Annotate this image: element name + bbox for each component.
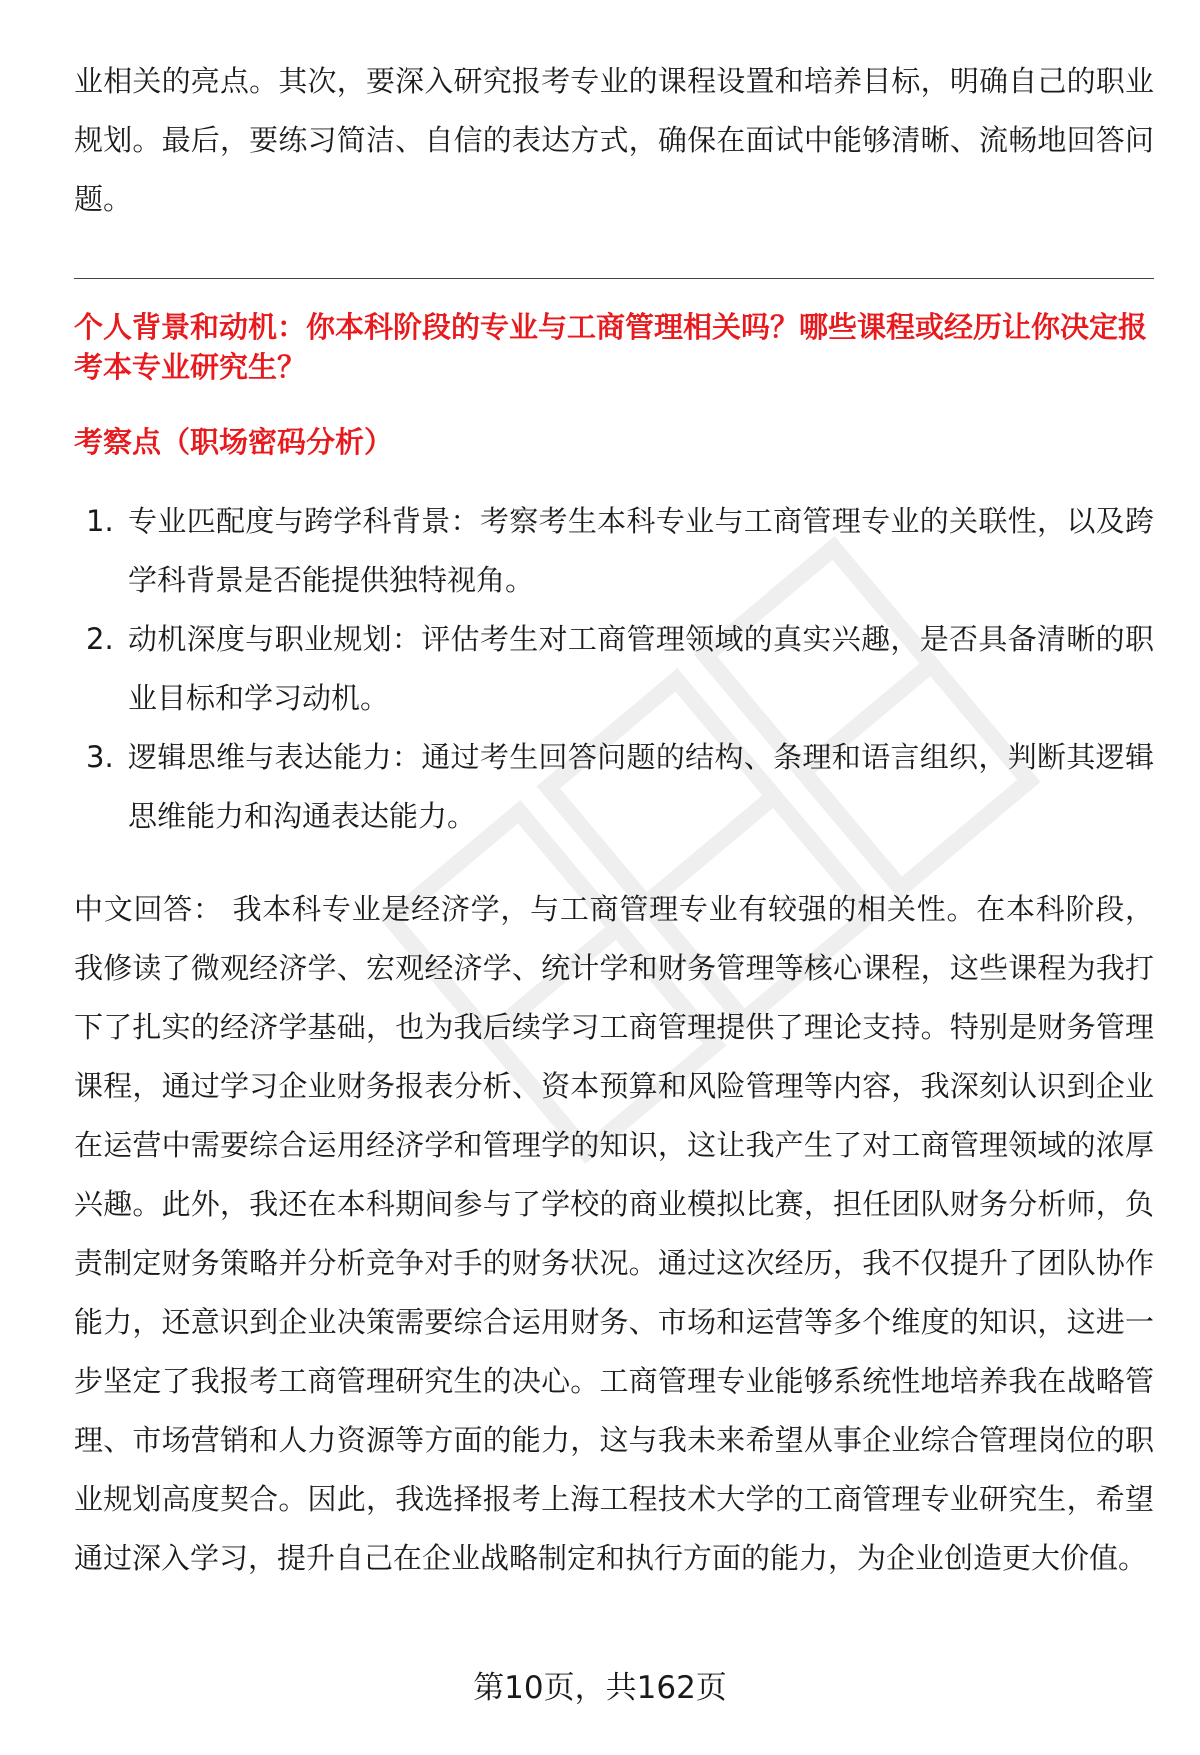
list-item-text: 逻辑思维与表达能力：通过考生回答问题的结构、条理和语言组织，判断其逻辑思维能力和沟通表达能力。 (128, 740, 1154, 833)
assessment-points-heading: 考察点（职场密码分析） (74, 425, 394, 459)
list-item-text: 动机深度与职业规划：评估考生对工商管理领域的真实兴趣，是否具备清晰的职业目标和学习动机。 (128, 622, 1154, 715)
page-number-footer: 第10页，共162页 (473, 1670, 727, 1706)
section-divider (74, 278, 1154, 279)
list-item (74, 610, 1154, 728)
intro-paragraph: 业相关的亮点。其次，要深入研究报考专业的课程设置和培养目标，明确自己的职业规划。最后，要练习简洁、自信的表达方式，确保在面试中能够清晰、流畅地回答问题。 (74, 64, 1154, 216)
assessment-points-list (74, 492, 1154, 846)
list-item (74, 492, 1154, 610)
list-item (74, 728, 1154, 846)
list-item-number: 2. (86, 622, 114, 656)
answer-paragraph: 中文回答： 我本科专业是经济学，与工商管理专业有较强的相关性。在本科阶段，我修读了微观经济学、宏观经济学、统计学和财务管理等核心课程，这些课程为我打下了扎实的经济学基础，也为我后续学习工商管理提供了理论支持。特别是财务管理课程，通过学习企业财务报表分析、资本预算和风险管理等内容，我深刻认识到企业在运营中需要综合运用经济学和管理学的知识，这让我产生了对工商管理领域的浓厚兴趣。此外，我还在本科期间参与了学校的商业模拟比赛，担任团队财务分析师，负责制定财务策略并分析竞争对手的财务状况。通过这次经历，我不仅提升了团队协作能力，还意识到企业决策需要综合运用财务、市场和运营等多个维度的知识，这进一步坚定了我报考工商管理研究生的决心。工商管理专业能够系统性地培养我在战略管理、市场营销和人力资源等方面的能力，这与我未来希望从事企业综合管理岗位的职业规划高度契合。因此，我选择报考上海工程技术大学的工商管理专业研究生，希望通过深入学习，提升自己在企业战略制定和执行方面的能力，为企业创造更大价值。 (74, 892, 1154, 1575)
list-item-number: 1. (86, 504, 114, 538)
list-item-text: 专业匹配度与跨学科背景：考察考生本科专业与工商管理专业的关联性，以及跨学科背景是否能提供独特视角。 (128, 504, 1154, 597)
list-item-number: 3. (86, 740, 114, 774)
question-heading: 个人背景和动机：你本科阶段的专业与工商管理相关吗？哪些课程或经历让你决定报考本专业研究生？ (74, 310, 1148, 384)
